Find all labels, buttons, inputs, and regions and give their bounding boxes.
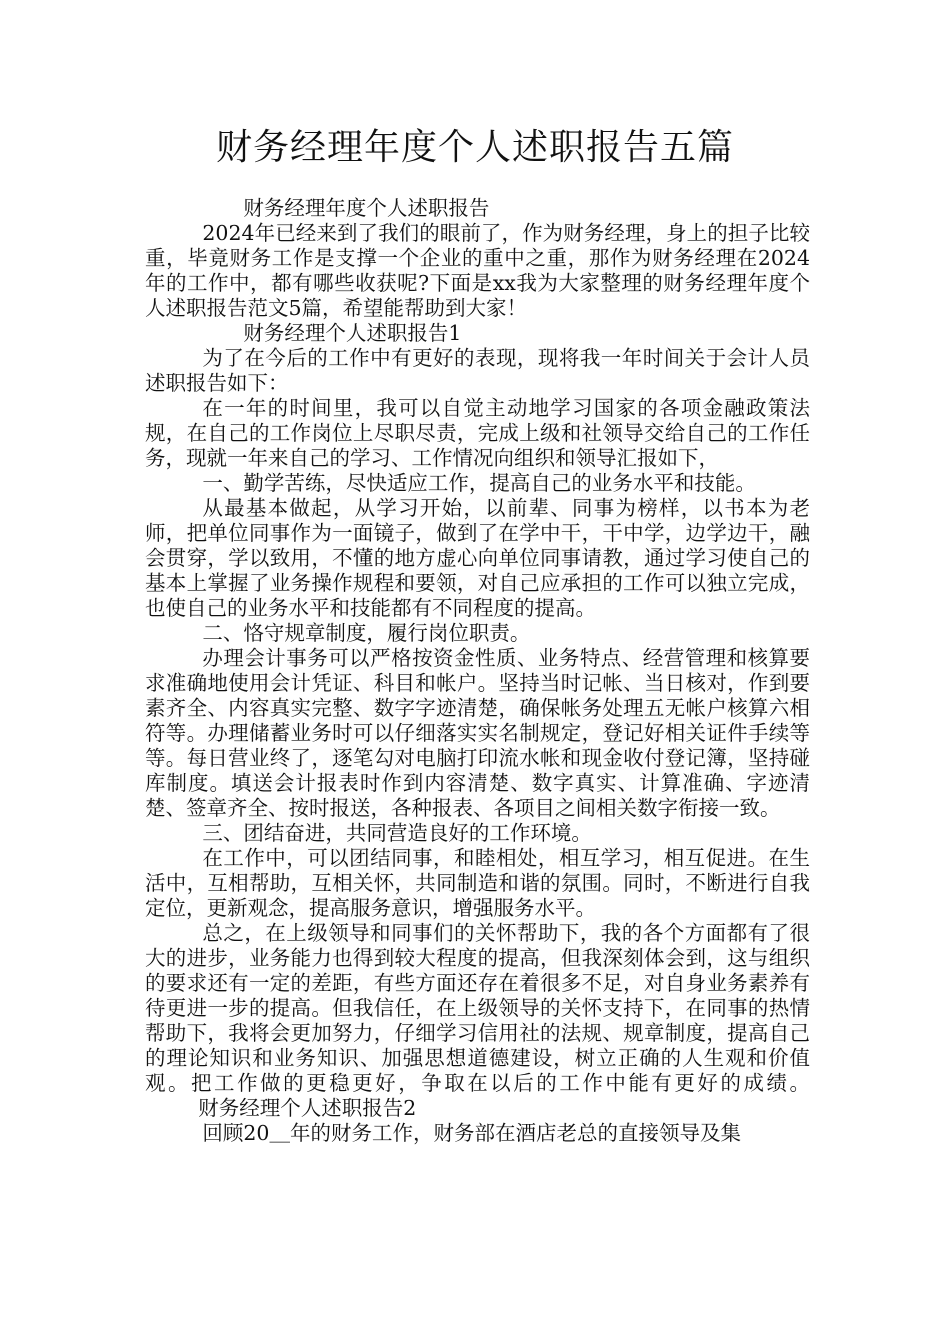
paragraph: 在工作中，可以团结同事，和睦相处，相互学习，相互促进。在生活中，互相帮助，互相关怀，共同制造和谐的氛围。同时，不断进行自我定位，更新观念，提高服务意识，增强服务水平。 <box>145 846 810 920</box>
paragraph: 在一年的时间里，我可以自觉主动地学习国家的各项金融政策法规，在自己的工作岗位上尽职尽责，完成上级和社领导交给自己的工作任务，现就一年来自己的学习、工作情况向组织和领导汇报如下， <box>145 396 810 470</box>
paragraph: 一、勤学苦练，尽快适应工作，提高自己的业务水平和技能。 <box>202 471 756 495</box>
paragraph: 为了在今后的工作中有更好的表现，现将我一年时间关于会计人员述职报告如下： <box>145 346 810 395</box>
section-heading: 财务经理个人述职报告1 <box>243 321 462 345</box>
document-title: 财务经理年度个人述职报告五篇 <box>215 127 734 168</box>
paragraph-text: 总之，在上级领导和同事们的关怀帮助下，我的各个方面都有了很大的进步，业务能力也得到较大程度的提高，但我深刻体会到，这与组织的要求还有一定的差距，有些方面还存在着很多不足，对自身业务素养有待更进一步的提高。但我信任，在上级领导的关怀支持下，在同事的热情帮助下，我将会更加努力，仔细学习信用社的法规、规章制度，提高自己的理论知识和业务知识、加强思想道德建设，树立正确的人生观和价值观。把工作做的更稳更好，争取在以后的工作中能有更好的成绩。 <box>145 921 810 1095</box>
paragraph <box>145 921 810 1121</box>
paragraph: 二、恪守规章制度，履行岗位职责。 <box>202 621 531 645</box>
paragraph: 从最基本做起，从学习开始，以前辈、同事为榜样，以书本为老师，把单位同事作为一面镜子，做到了在学中干，干中学，边学边干，融会贯穿，学以致用，不懂的地方虚心向单位同事请教，通过学习使自己的基本上掌握了业务操作规程和要领，对自己应承担的工作可以独立完成，也使自己的业务水平和技能都有不同程度的提高。 <box>145 496 810 620</box>
paragraph: 办理会计事务可以严格按资金性质、业务特点、经营管理和核算要求准确地使用会计凭证、科目和帐户。坚持当时记帐、当日核对，作到要素齐全、内容真实完整、数字字迹清楚，确保帐务处理五无帐户核算六相符等。办理储蓄业务时可以仔细落实实名制规定，登记好相关证件手续等等。每日营业终了，逐笔勾对电脑打印流水帐和现金收付登记簿，坚持碰库制度。填送会计报表时作到内容清楚、数字真实、计算准确、字迹清楚、签章齐全、按时报送，各种报表、各项目之间相关数字衔接一致。 <box>145 646 810 820</box>
section-heading: 财务经理年度个人述职报告 <box>243 196 490 220</box>
document-body <box>145 196 810 1146</box>
paragraph: 三、团结奋进，共同营造良好的工作环境。 <box>202 821 592 845</box>
section-heading: 财务经理个人述职报告2 <box>198 1096 417 1120</box>
paragraph: 2024年已经来到了我们的眼前了，作为财务经理，身上的担子比较重，毕竟财务工作是支撑一个企业的重中之重，那作为财务经理在2024年的工作中，都有哪些收获呢?下面是xx我为大家整理的财务经理年度个人述职报告范文5篇，希望能帮助到大家！ <box>145 221 810 320</box>
paragraph: 回顾20＿年的财务工作，财务部在酒店老总的直接领导及集 <box>202 1121 741 1145</box>
